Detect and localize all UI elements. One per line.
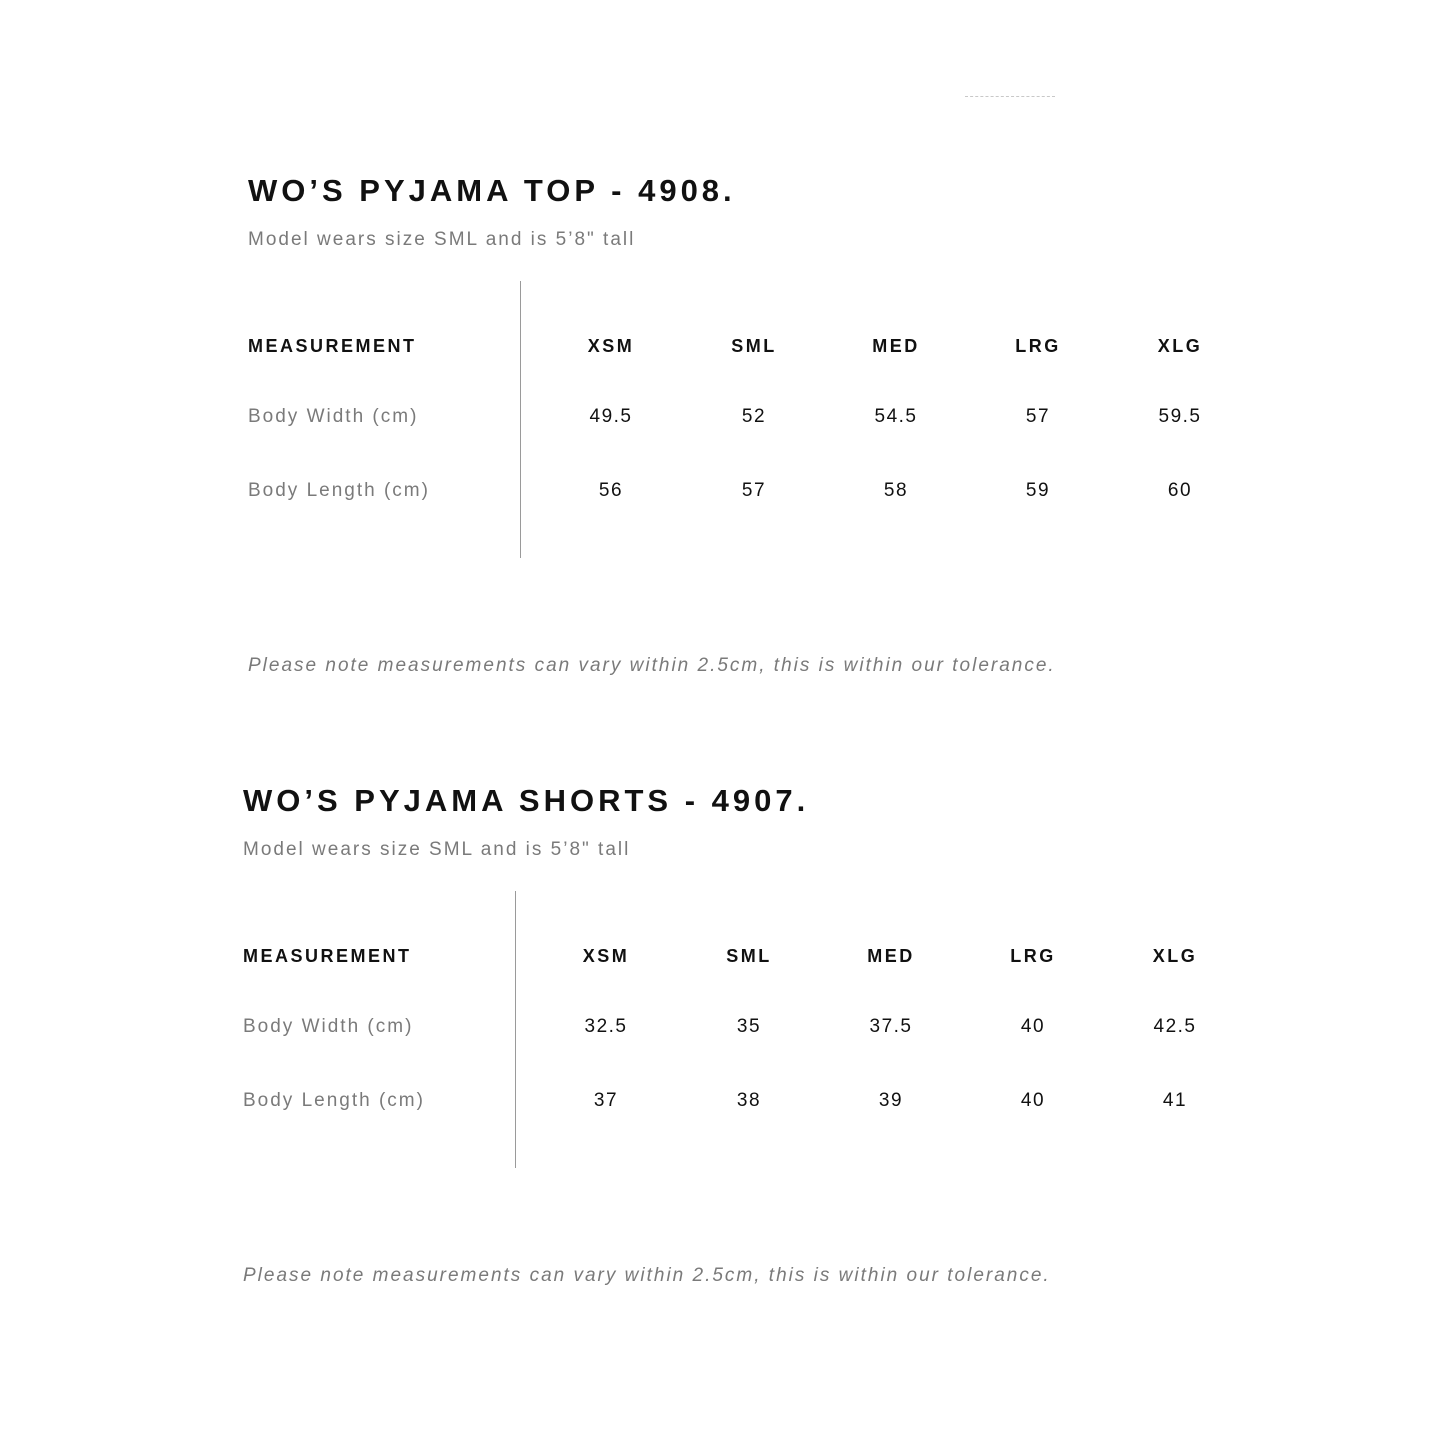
size-chart-pyjama-shorts — [243, 780, 1243, 1300]
table-cell: 57 — [1025, 406, 1051, 427]
row-label: Body Length (cm) — [248, 480, 430, 501]
table-cell: 32.5 — [584, 1016, 628, 1037]
tolerance-note: Please note measurements can vary within 2.5cm, this is within our tolerance. — [248, 655, 1056, 676]
model-info: Model wears size SML and is 5’8" tall — [248, 229, 636, 250]
table-cell: 42.5 — [1153, 1016, 1197, 1037]
table-cell: 40 — [1020, 1016, 1046, 1037]
table-cell: 49.5 — [589, 406, 633, 427]
table-cell: 35 — [736, 1016, 762, 1037]
tolerance-note: Please note measurements can vary within 2.5cm, this is within our tolerance. — [243, 1265, 1051, 1286]
table-cell: 41 — [1162, 1090, 1188, 1111]
section-title: WO’S PYJAMA SHORTS - 4907. — [243, 783, 810, 818]
table-cell: 59 — [1025, 480, 1051, 501]
row-label: Body Width (cm) — [243, 1016, 414, 1037]
table-cell: 37 — [593, 1090, 619, 1111]
table-header-row — [243, 941, 1243, 971]
row-label: Body Length (cm) — [243, 1090, 425, 1111]
size-header-lrg: LRG — [1015, 336, 1061, 356]
size-header-med: MED — [867, 946, 915, 966]
measurement-header: MEASUREMENT — [248, 336, 417, 356]
size-header-xlg: XLG — [1157, 336, 1203, 356]
table-row-body-width — [243, 1012, 1243, 1042]
table-cell: 39 — [878, 1090, 904, 1111]
table-cell: 40 — [1020, 1090, 1046, 1111]
table-cell: 59.5 — [1158, 406, 1202, 427]
table-cell: 38 — [736, 1090, 762, 1111]
table-cell: 52 — [741, 406, 767, 427]
section-title: WO’S PYJAMA TOP - 4908. — [248, 173, 736, 208]
table-cell: 58 — [883, 480, 909, 501]
size-header-lrg: LRG — [1010, 946, 1056, 966]
size-chart-pyjama-top — [248, 170, 1248, 690]
table-header-row — [248, 331, 1248, 361]
measurement-header: MEASUREMENT — [243, 946, 412, 966]
table-cell: 54.5 — [874, 406, 918, 427]
table-cell: 56 — [598, 480, 624, 501]
table-cell: 60 — [1167, 480, 1193, 501]
model-info: Model wears size SML and is 5’8" tall — [243, 839, 631, 860]
size-header-sml: SML — [726, 946, 772, 966]
size-header-med: MED — [872, 336, 920, 356]
size-header-sml: SML — [731, 336, 777, 356]
size-header-xsm: XSM — [587, 336, 635, 356]
size-header-xlg: XLG — [1152, 946, 1198, 966]
table-cell: 37.5 — [869, 1016, 913, 1037]
top-decorative-line — [965, 96, 1055, 97]
row-label: Body Width (cm) — [248, 406, 419, 427]
size-header-xsm: XSM — [582, 946, 630, 966]
table-cell: 57 — [741, 480, 767, 501]
table-row-body-width — [248, 402, 1248, 432]
table-row-body-length — [243, 1086, 1243, 1116]
table-row-body-length — [248, 476, 1248, 506]
